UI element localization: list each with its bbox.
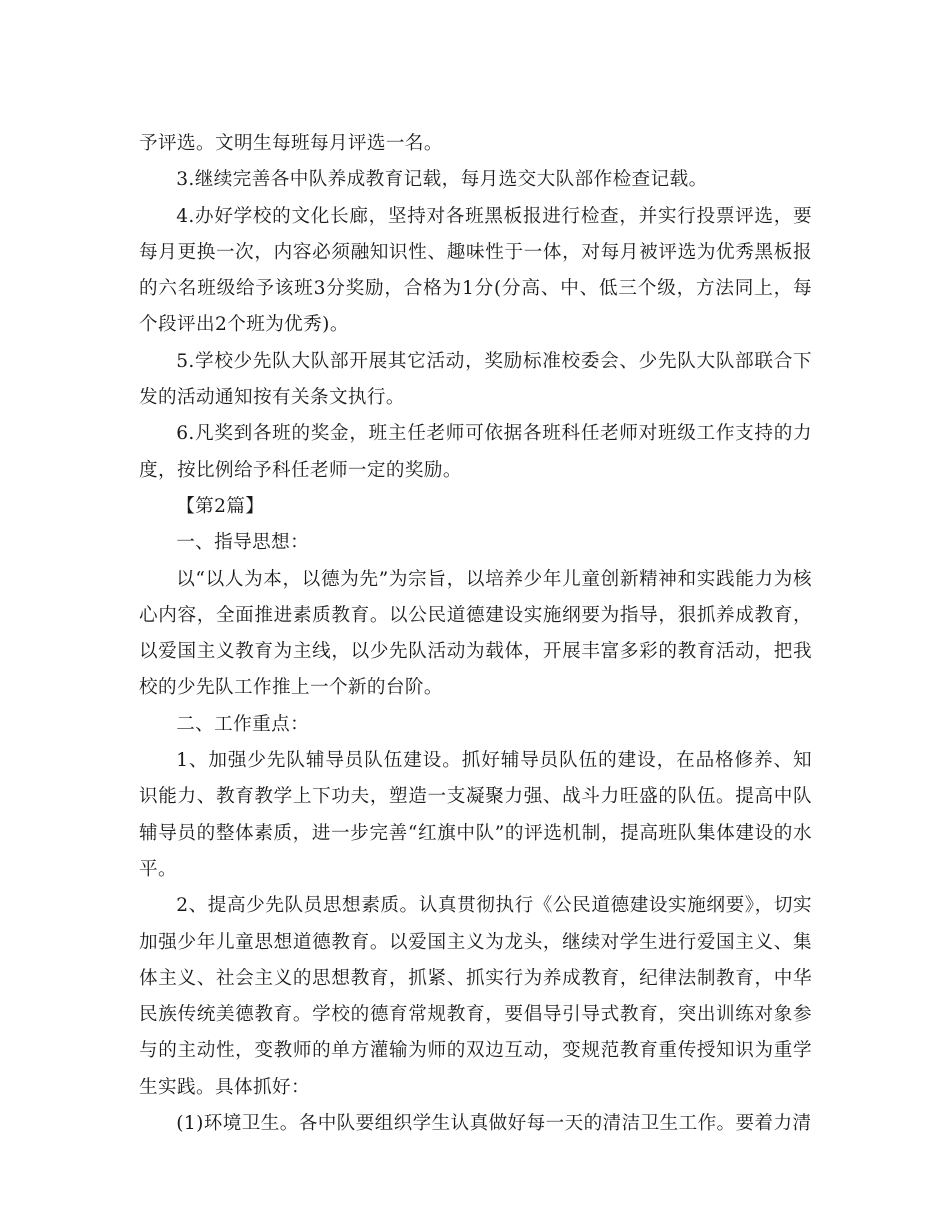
paragraph-continuation: 予评选。文明生每班每月评选一名。 <box>139 133 443 154</box>
paragraph-item-6: 6.凡奖到各班的奖金，班主任老师可依据各班科任老师对班级工作支持的力度，按比例给予科任老师一定的奖励。 <box>139 423 812 481</box>
section-heading-part-2: 【第2篇】 <box>176 495 265 517</box>
document-body <box>139 126 812 1142</box>
paragraph-item-5: 5.学校少先队大队部开展其它活动，奖励标准校委会、少先队大队部联合下发的活动通知按有关条文执行。 <box>139 350 812 409</box>
paragraph-environment-hygiene: (1)环境卫生。各中队要组织学生认真做好每一天的清洁卫生工作。要着力清 <box>176 1113 812 1135</box>
paragraph-item-3: 3.继续完善各中队养成教育记载，每月选交大队部作检查记载。 <box>176 169 708 191</box>
paragraph-focus-1: 1、加强少先队辅导员队伍建设。抓好辅导员队伍的建设，在品格修养、知识能力、教育教学上下功夫，塑造一支凝聚力强、战斗力旺盛的队伍。提高中队辅导员的整体素质，进一步完善“红旗中队”的评选机制，提高班队集体建设的水平。 <box>139 750 812 880</box>
heading-work-focus: 二、工作重点： <box>176 713 310 735</box>
heading-guiding-ideology: 一、指导思想： <box>176 532 310 554</box>
paragraph-guiding-ideology: 以“以人为本，以德为先”为宗旨，以培养少年儿童创新精神和实践能力为核心内容，全面推进素质教育。以公民道德建设实施纲要为指导，狠抓养成教育，以爱国主义教育为主线，以少先队活动为载体，开展丰富多彩的教育活动，把我校的少先队工作推上一个新的台阶。 <box>139 568 812 699</box>
paragraph-focus-2: 2、提高少先队员思想素质。认真贯彻执行《公民道德建设实施纲要》，切实加强少年儿童思想道德教育。以爱国主义为龙头，继续对学生进行爱国主义、集体主义、社会主义的思想教育，抓紧、抓实行为养成教育，纪律法制教育，中华民族传统美德教育。学校的德育常规教育，要倡导引导式教育，突出训练对象参与的主动性，变教师的单方灌输为师的双边互动，变规范教育重传授知识为重学生实践。具体抓好： <box>139 895 812 1098</box>
paragraph-item-4: 4.办好学校的文化长廊，坚持对各班黑板报进行检查，并实行投票评选，要每月更换一次，内容必须融知识性、趣味性于一体，对每月被评选为优秀黑板报的六名班级给予该班3分奖励，合格为1分(分高、中、低三个级，方法同上，每个段评出2个班为优秀)。 <box>139 205 812 336</box>
